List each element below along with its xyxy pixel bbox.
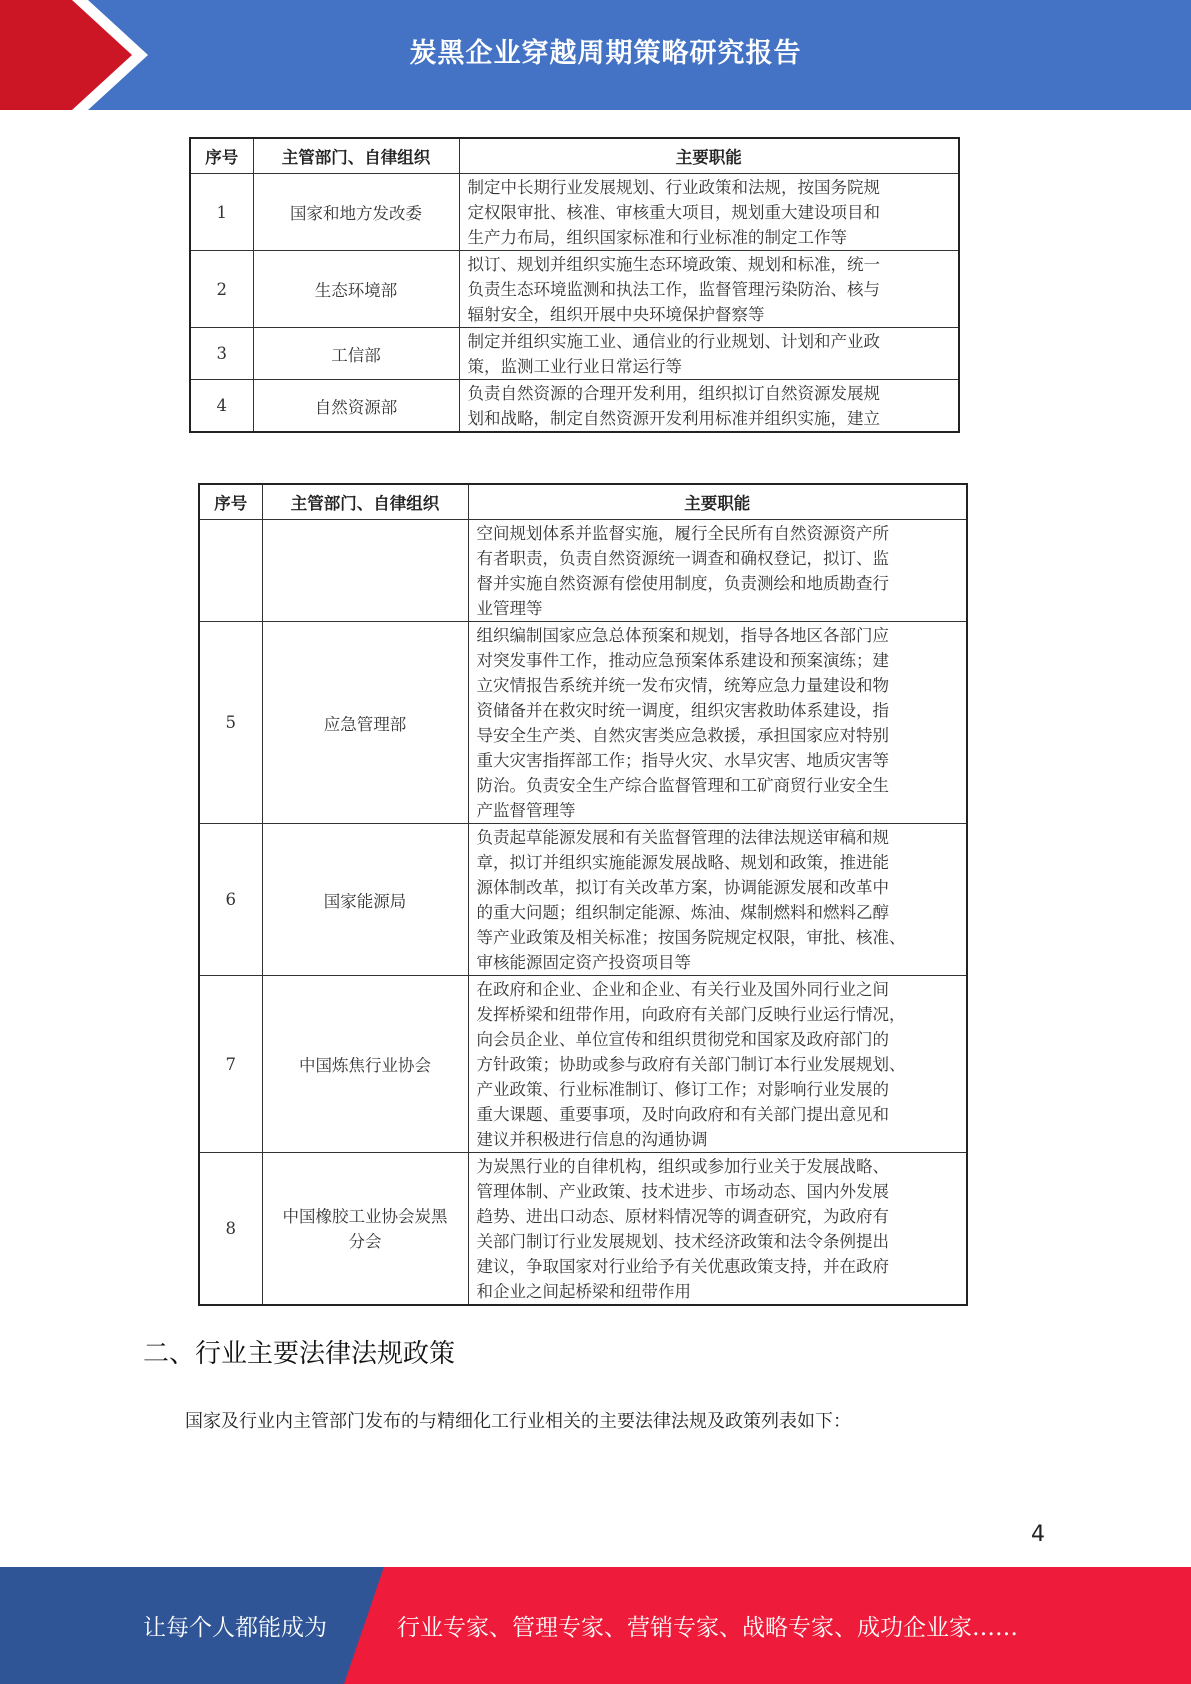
- function-line: 拟订、规划并组织实施生态环境政策、规划和标准，统一: [467, 255, 880, 274]
- header-func: 主要职能: [468, 484, 967, 520]
- row-number: [199, 520, 262, 622]
- row-number: 2: [190, 251, 253, 328]
- header-no: 序号: [199, 484, 262, 520]
- row-function: [468, 622, 967, 824]
- function-line: 等产业政策及相关标准；按国务院规定权限，审批、核准、: [476, 928, 906, 947]
- duty-table-1: [189, 137, 960, 433]
- table-row: [190, 251, 959, 328]
- function-line: 业管理等: [476, 599, 543, 618]
- row-department: 中国橡胶工业协会炭黑分会: [262, 1153, 468, 1306]
- function-line: 的重大问题；组织制定能源、炼油、煤制燃料和燃料乙醇: [476, 903, 889, 922]
- function-line: 重大课题、重要事项，及时向政府和有关部门提出意见和: [476, 1105, 889, 1124]
- table-row: [199, 622, 967, 824]
- function-line: 负责生态环境监测和执法工作，监督管理污染防治、核与: [467, 280, 880, 299]
- section-intro: 国家及行业内主管部门发布的与精细化工行业相关的主要法律法规及政策列表如下：: [185, 1411, 851, 1432]
- function-line: 制定中长期行业发展规划、行业政策和法规，按国务院规: [467, 178, 880, 197]
- row-function: [459, 380, 959, 433]
- table-header-row: [190, 138, 959, 174]
- row-function: [459, 328, 959, 380]
- table-row: [199, 520, 967, 622]
- function-line: 有者职责，负责自然资源统一调查和确权登记，拟订、监: [476, 549, 889, 568]
- function-line: 管理体制、产业政策、技术进步、市场动态、国内外发展: [476, 1182, 889, 1201]
- function-line: 制定并组织实施工业、通信业的行业规划、计划和产业政: [467, 332, 880, 351]
- function-line: 建议并积极进行信息的沟通协调: [476, 1130, 708, 1149]
- function-line: 产业政策、行业标准制订、修订工作；对影响行业发展的: [476, 1080, 889, 1099]
- function-line: 督并实施自然资源有偿使用制度，负责测绘和地质勘查行: [476, 574, 889, 593]
- table-row: [190, 380, 959, 433]
- table-header-row: [199, 484, 967, 520]
- row-number: 8: [199, 1153, 262, 1306]
- function-line: 关部门制订行业发展规划、技术经济政策和法令条例提出: [476, 1232, 889, 1251]
- row-number: 7: [199, 976, 262, 1153]
- function-line: 空间规划体系并监督实施，履行全民所有自然资源资产所: [476, 524, 889, 543]
- row-function: [468, 520, 967, 622]
- row-number: 5: [199, 622, 262, 824]
- header-no: 序号: [190, 138, 253, 174]
- row-department: 工信部: [253, 328, 459, 380]
- duty-table-2: [198, 483, 968, 1306]
- row-function: [459, 174, 959, 251]
- function-line: 策，监测工业行业日常运行等: [467, 357, 682, 376]
- function-line: 源体制改革，拟订有关改革方案，协调能源发展和改革中: [476, 878, 889, 897]
- function-line: 在政府和企业、企业和企业、有关行业及国外同行业之间: [476, 980, 889, 999]
- function-line: 对突发事件工作，推动应急预案体系建设和预案演练；建: [476, 651, 889, 670]
- row-department: 国家和地方发改委: [253, 174, 459, 251]
- footer-banner: [0, 1567, 1191, 1684]
- row-function: [468, 976, 967, 1153]
- header-banner: [0, 0, 1191, 112]
- function-line: 组织编制国家应急总体预案和规划，指导各地区各部门应: [476, 626, 889, 645]
- function-line: 导安全生产类、自然灾害类应急救援，承担国家应对特别: [476, 726, 889, 745]
- row-number: 3: [190, 328, 253, 380]
- function-line: 重大灾害指挥部工作；指导火灾、水旱灾害、地质灾害等: [476, 751, 889, 770]
- row-department: 国家能源局: [262, 824, 468, 976]
- table-row: [199, 824, 967, 976]
- table-row: [199, 976, 967, 1153]
- row-number: 4: [190, 380, 253, 433]
- function-line: 发挥桥梁和纽带作用，向政府有关部门反映行业运行情况，: [476, 1005, 906, 1024]
- function-line: 资储备并在救灾时统一调度，组织灾害救助体系建设，指: [476, 701, 889, 720]
- footer-slogan-left: 让每个人都能成为: [143, 1615, 327, 1641]
- header-func: 主要职能: [459, 138, 959, 174]
- row-number: 6: [199, 824, 262, 976]
- function-line: 立灾情报告系统并统一发布灾情，统筹应急力量建设和物: [476, 676, 889, 695]
- function-line: 生产力布局，组织国家标准和行业标准的制定工作等: [467, 228, 847, 247]
- function-line: 审核能源固定资产投资项目等: [476, 953, 691, 972]
- function-line: 向会员企业、单位宣传和组织贯彻党和国家及政府部门的: [476, 1030, 889, 1049]
- row-function: [468, 824, 967, 976]
- function-line: 产监督管理等: [476, 801, 576, 820]
- function-line: 辐射安全，组织开展中央环境保护督察等: [467, 305, 765, 324]
- header-dept: 主管部门、自律组织: [253, 138, 459, 174]
- table-row: [190, 328, 959, 380]
- function-line: 建议，争取国家对行业给予有关优惠政策支持，并在政府: [476, 1257, 889, 1276]
- function-line: 章，拟订并组织实施能源发展战略、规划和政策，推进能: [476, 853, 889, 872]
- function-line: 划和战略，制定自然资源开发利用标准并组织实施，建立: [467, 409, 880, 428]
- header-dept: 主管部门、自律组织: [262, 484, 468, 520]
- row-number: 1: [190, 174, 253, 251]
- report-title: 炭黑企业穿越周期策略研究报告: [409, 37, 802, 69]
- footer-slogan-right: 行业专家、管理专家、营销专家、战略专家、成功企业家……: [397, 1615, 1018, 1641]
- row-department: 中国炼焦行业协会: [262, 976, 468, 1153]
- function-line: 定权限审批、核准、审核重大项目，规划重大建设项目和: [467, 203, 880, 222]
- section-title: 二、行业主要法律法规政策: [143, 1339, 456, 1369]
- function-line: 趋势、进出口动态、原材料情况等的调查研究，为政府有: [476, 1207, 889, 1226]
- row-function: [459, 251, 959, 328]
- row-department: 自然资源部: [253, 380, 459, 433]
- function-line: 和企业之间起桥梁和纽带作用: [476, 1282, 691, 1301]
- page-number: 4: [1031, 1522, 1045, 1547]
- row-function: [468, 1153, 967, 1306]
- function-line: 负责自然资源的合理开发利用，组织拟订自然资源发展规: [467, 384, 880, 403]
- row-department: 生态环境部: [253, 251, 459, 328]
- function-line: 负责起草能源发展和有关监督管理的法律法规送审稿和规: [476, 828, 889, 847]
- function-line: 方针政策；协助或参与政府有关部门制订本行业发展规划、: [476, 1055, 906, 1074]
- row-department: [262, 520, 468, 622]
- function-line: 为炭黑行业的自律机构，组织或参加行业关于发展战略、: [476, 1157, 889, 1176]
- function-line: 防治。负责安全生产综合监督管理和工矿商贸行业安全生: [476, 776, 889, 795]
- row-department: 应急管理部: [262, 622, 468, 824]
- table-row: [199, 1153, 967, 1306]
- table-row: [190, 174, 959, 251]
